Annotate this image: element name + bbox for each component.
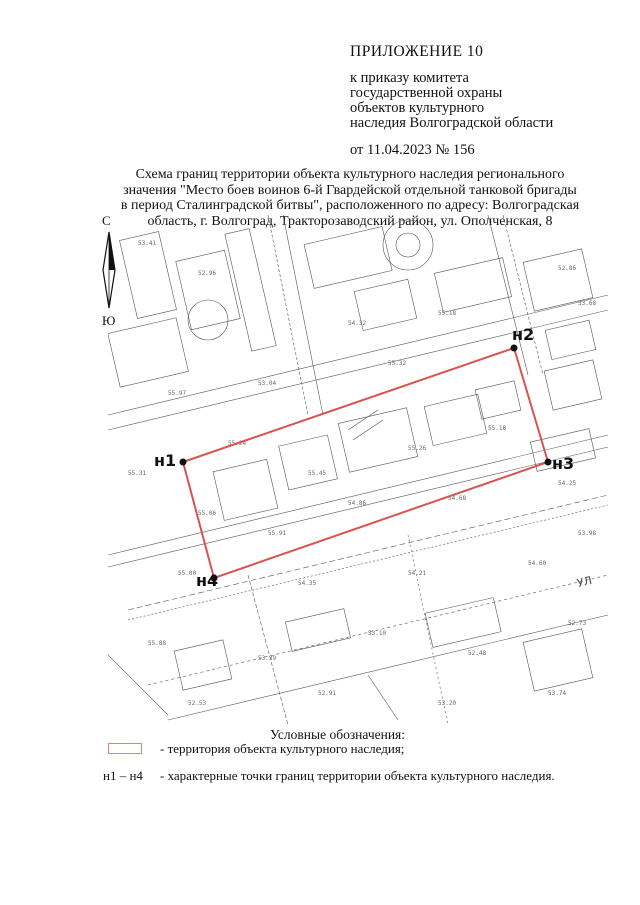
svg-text:55.32: 55.32: [388, 360, 407, 367]
heading-line: область, г. Волгоград, Тракторозаводский район, ул. Ополченская, 8: [147, 213, 553, 229]
svg-text:55.18: 55.18: [438, 310, 457, 317]
svg-text:55.31: 55.31: [128, 470, 147, 477]
svg-text:52.48: 52.48: [468, 650, 487, 657]
appendix-basis-line: к приказу комитета: [350, 70, 469, 86]
boundary-point-n2: [511, 345, 518, 352]
svg-text:53.20: 53.20: [438, 700, 457, 707]
svg-text:55.97: 55.97: [168, 390, 187, 397]
svg-text:54.32: 54.32: [348, 320, 367, 327]
legend-territory-swatch: [108, 743, 142, 754]
boundary-point-n3: [545, 459, 552, 466]
boundary-point-n1: [180, 459, 187, 466]
boundary-point-label: н3: [552, 454, 575, 473]
boundary-point-label: н4: [196, 571, 219, 590]
svg-text:54.25: 54.25: [558, 480, 577, 487]
appendix-block: [350, 44, 620, 158]
svg-text:54.60: 54.60: [528, 560, 547, 567]
boundary-point-label: н1: [154, 451, 177, 470]
svg-text:53.74: 53.74: [548, 690, 567, 697]
boundary-point-label: н2: [512, 325, 535, 344]
appendix-basis-line: государственной охраны: [350, 85, 503, 101]
svg-text:55.88: 55.88: [148, 640, 167, 647]
svg-text:53.10: 53.10: [368, 630, 387, 637]
svg-text:54.86: 54.86: [348, 500, 367, 507]
svg-text:52.86: 52.86: [558, 265, 577, 272]
heading-line: значения "Место боев воинов 6-й Гвардейской отдельной танковой бригады: [123, 182, 577, 198]
svg-text:52.91: 52.91: [318, 690, 337, 697]
svg-text:55.06: 55.06: [198, 510, 217, 517]
map-street-label: УЛ: [575, 573, 594, 590]
legend-points-key: н1 – н4: [103, 768, 143, 783]
svg-text:53.98: 53.98: [578, 530, 597, 537]
svg-text:54.35: 54.35: [298, 580, 317, 587]
appendix-basis-line: наследия Волгоградской области: [350, 115, 554, 131]
appendix-title: ПРИЛОЖЕНИЕ 10: [350, 43, 484, 60]
heading-line: Схема границ территории объекта культурного наследия регионального: [135, 167, 565, 182]
territory-boundary: [183, 348, 548, 578]
appendix-basis-line: объектов культурного: [350, 100, 485, 116]
svg-text:55.45: 55.45: [308, 470, 327, 477]
legend-title: Условные обозначения:: [270, 727, 406, 742]
cadastral-map: [108, 215, 608, 725]
svg-text:53.41: 53.41: [138, 240, 157, 247]
svg-text:53.68: 53.68: [578, 300, 597, 307]
svg-text:55.91: 55.91: [268, 530, 287, 537]
svg-text:55.18: 55.18: [488, 425, 507, 432]
heading-line: в период Сталинградской битвы", расположенного по адресу: Волгоградская: [120, 198, 580, 213]
legend-territory-text: - территория объекта культурного наследия;: [160, 741, 405, 756]
compass-north-label: С: [102, 213, 111, 228]
legend-points-text: - характерные точки границ территории объекта культурного наследия.: [160, 768, 555, 783]
svg-text:55.00: 55.00: [178, 570, 197, 577]
svg-text:55.24: 55.24: [228, 440, 247, 447]
svg-text:52.96: 52.96: [198, 270, 217, 277]
appendix-date: от 11.04.2023 № 156: [350, 142, 475, 158]
svg-text:54.68: 54.68: [448, 495, 467, 502]
svg-text:53.39: 53.39: [258, 655, 277, 662]
map-base-linework: [108, 215, 608, 725]
svg-text:54.21: 54.21: [408, 570, 427, 577]
map-survey-marks: [128, 240, 596, 707]
svg-text:52.73: 52.73: [568, 620, 587, 627]
compass-south-label: Ю: [102, 313, 116, 328]
svg-text:55.26: 55.26: [408, 445, 427, 452]
svg-text:52.53: 52.53: [188, 700, 207, 707]
svg-text:53.04: 53.04: [258, 380, 277, 387]
